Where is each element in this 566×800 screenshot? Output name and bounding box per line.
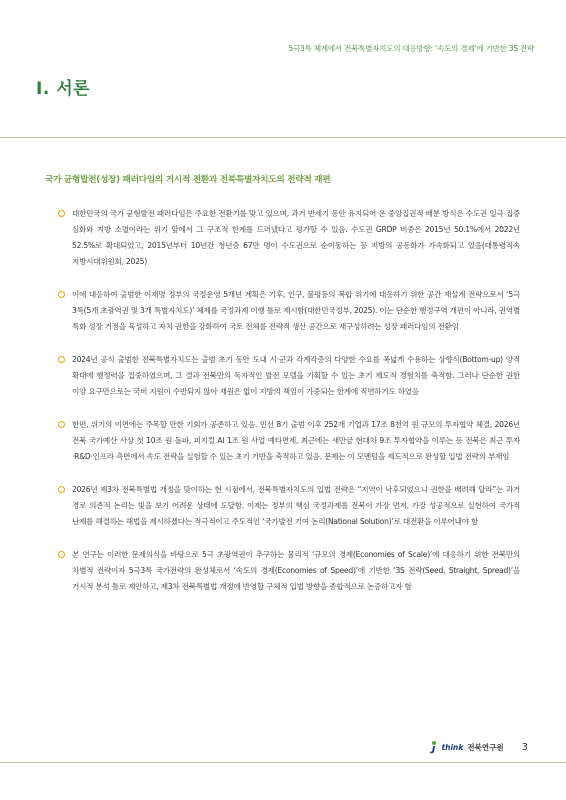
institute-name: 전북연구원: [467, 742, 504, 752]
section-heading: 국가 균형발전(성장) 패러다임의 거시적 전환과 전북특별자치도의 전략적 재편: [45, 175, 331, 185]
bullet-circle-icon: [58, 551, 65, 558]
paragraph-5: [30, 482, 520, 530]
chapter-divider: [0, 137, 566, 138]
page-number: 3: [521, 741, 528, 753]
paragraph-1: [30, 206, 520, 270]
running-header: 5극3특 체계에서 전북특별자치도의 대응방향: ‘속도의 경제’에 기반한 3S 전략: [288, 44, 534, 53]
page-footer: [426, 738, 528, 756]
paragraph-3: [30, 352, 520, 400]
paragraph-4: [30, 417, 520, 465]
bullet-circle-icon: [58, 356, 65, 363]
paragraph-text: 한편, 위기의 이면에는 주목할 만한 기회가 공존하고 있음. 민선 8기 출범 이후 252개 기업과 17조 8천억 원 규모의 투자협약 체결, 2026년 전북 국가예산 사상 첫 10조 원 돌파, 피지컬 AI 1조 원 사업 예타면제, 최근에는 새만금 현대차 9조 투자협약을 이루는 등 전북은 최근 투자·R&D·인프라 측면에서 속도 전략을 실험할 수 있는 초기 기반을 축적하고 있음. 문제는 이 모멘텀을 제도적으로 완성할 입법 전략의 부재임: [72, 420, 520, 461]
bullet-circle-icon: [58, 291, 65, 298]
paragraph-text: 본 연구는 이러한 문제의식을 바탕으로 5극 초광역권이 추구하는 물리적 ‘규모의 경제(Economies of Scale)’에 대응하기 위한 전북만의 차별적 전략이자 5극3특 국가전략의 완성체로서 ‘속도의 경제(Economies of Speed)’에 기반한 ‘3S 전략(Seed, Straight, Spread)’을 거시적 분석 틀로 제안하고, 제3차 전북특별법 개정에 반영할 구체적 입법 방향을 종합적으로 논증하고자 함: [72, 550, 520, 591]
bullet-circle-icon: [58, 486, 65, 493]
institute-logo: [426, 740, 504, 754]
footer-divider: [0, 762, 566, 763]
paragraph-2: [30, 287, 520, 335]
logo-text: think: [441, 742, 464, 752]
paragraph-text: 2024년 공식 출범한 전북특별자치도는 출범 초기 동안 도내 시·군과 각계각층의 다양한 수요를 폭넓게 수용하는 상향식(Bottom-up) 양적 확대에 행정력을 집중하였으며, 그 결과 전북만의 독자적인 발전 모델을 기획할 수 있는 초기 제도적 경험치를 축적함. 그러나 단순한 권한 이양 요구만으로는 국비 지원이 수반되지 않아 재원은 없이 지방의 책임이 가중되는 한계에 직면하기도 하였음: [72, 355, 520, 396]
chapter-title: Ⅰ. 서론: [36, 79, 91, 99]
paragraph-text: 2026년 제3차 전북특별법 개정을 맞이하는 현 시점에서, 전북특별자치도의 입법 전략은 “지역이 낙후되었으니 권한을 배려해 달라”는 과거 경로 의존적 논리는 빛을 보기 어려운 상태에 도달함. 이제는 정부의 핵심 국정과제를 전북이 가장 먼저, 가장 성공적으로 실현하여 국가적 난제를 해결하는 해법을 제시하겠다는 적극적이고 주도적인 ‘국가발전 기여 논리(National Solution)’로 대전환을 이루어내야 함: [72, 485, 520, 526]
paragraph-text: 이에 대응하여 출범한 이재명 정부의 국정운영 5개년 계획은 기후, 인구, 불평등의 복합 위기에 대응하기 위한 공간 재설계 전략으로서 ‘5극 3특(5개 초광역권 및 3개 특별자치도)’ 체제를 국정과제 이행 틀로 제시함(대한민국정부, 2025). 이는 단순한 행정구역 개편이 아니라, 권역별 특화 성장 거점을 육성하고 자치 권한을 강화하여 국토 전체를 전략적 생산 공간으로 재구성하려는 성장 패러다임의 전환임: [72, 290, 520, 331]
bullet-circle-icon: [58, 210, 65, 217]
paragraph-6: [30, 547, 520, 595]
body-paragraphs: [30, 206, 520, 612]
bullet-circle-icon: [58, 421, 65, 428]
paragraph-text: 대한민국의 국가 균형발전 패러다임은 주요한 전환기를 맞고 있으며, 과거 반세기 동안 유지되어 온 중앙집권적 배분 방식은 수도권 일극 집중 심화와 지방 소멸이라는 위기 앞에서 그 구조적 한계를 드러냈다고 평가할 수 있음. 수도권 GRDP 비중은 2015년 50.1%에서 2022년 52.5%로 확대되었고, 2015년부터 10년간 청년층 67만 명이 수도권으로 순이동하는 등 지방의 공동화가 가속화되고 있음(대통령직속 지방시대위원회, 2025): [72, 209, 520, 266]
logo-mark-icon: [426, 740, 440, 754]
